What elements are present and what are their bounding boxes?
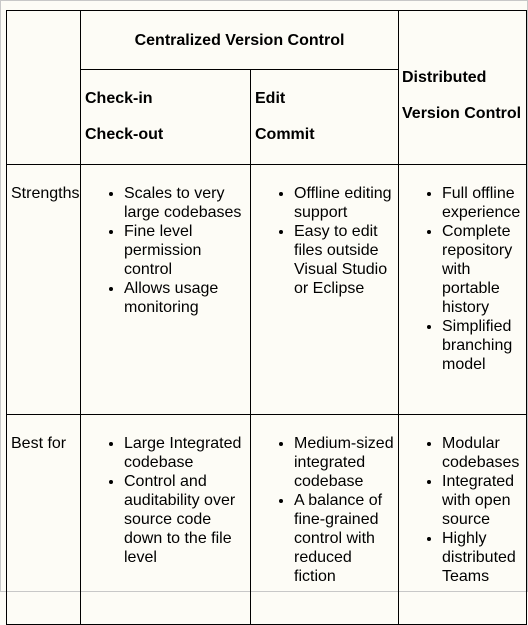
header-row-top bbox=[7, 11, 527, 70]
list-item: • Highly distributed Teams bbox=[442, 529, 526, 586]
best-for-checkin-list bbox=[81, 434, 250, 567]
strengths-distributed-list bbox=[399, 184, 526, 374]
corner-cell bbox=[7, 11, 81, 165]
header-edit bbox=[251, 70, 399, 165]
best-for-label: Best for bbox=[7, 415, 81, 625]
header-distributed bbox=[399, 11, 527, 165]
strengths-checkin-list bbox=[81, 184, 250, 317]
header-centralized bbox=[81, 11, 399, 70]
comparison-table bbox=[6, 10, 527, 625]
list-item: • Scales to very large codebases bbox=[124, 184, 250, 222]
header-centralized-label: Centralized Version Control bbox=[134, 31, 345, 49]
strengths-checkin-cell bbox=[81, 165, 251, 415]
list-item: • Easy to edit files outside Visual Studio or Eclipse bbox=[294, 222, 398, 298]
strengths-edit-cell bbox=[251, 165, 399, 415]
strengths-label: Strengths bbox=[7, 165, 81, 415]
list-item: • A balance of fine-grained control with reduced fiction bbox=[294, 491, 398, 586]
list-item: • Allows usage monitoring bbox=[124, 279, 250, 317]
list-item: • Fine level permission control bbox=[124, 222, 250, 279]
list-item: • Offline editing support bbox=[294, 184, 398, 222]
header-checkin bbox=[81, 70, 251, 165]
list-item: • Medium-sized integrated codebase bbox=[294, 434, 398, 491]
header-distributed-line1: Distributed bbox=[402, 69, 487, 86]
list-item: • Modular codebases bbox=[442, 434, 526, 472]
strengths-distributed-cell bbox=[399, 165, 527, 415]
best-for-row bbox=[7, 415, 527, 625]
best-for-distributed-cell bbox=[399, 415, 527, 625]
header-checkin-line2: Check-out bbox=[85, 126, 164, 143]
best-for-edit-cell bbox=[251, 415, 399, 625]
best-for-distributed-list bbox=[399, 434, 526, 586]
strengths-edit-list bbox=[251, 184, 398, 298]
header-edit-line1: Edit bbox=[255, 90, 286, 107]
list-item: • Full offline experience bbox=[442, 184, 526, 222]
header-edit-line2: Commit bbox=[255, 126, 315, 143]
strengths-row bbox=[7, 165, 527, 415]
list-item: • Integrated with open source bbox=[442, 472, 526, 529]
list-item: • Complete repository with portable history bbox=[442, 222, 526, 317]
best-for-edit-list bbox=[251, 434, 398, 586]
list-item: • Control and auditability over source code down to the file level bbox=[124, 472, 250, 567]
header-checkin-line1: Check-in bbox=[85, 90, 153, 107]
list-item: • Large Integrated codebase bbox=[124, 434, 250, 472]
header-distributed-line2: Version Control bbox=[402, 105, 522, 122]
best-for-checkin-cell bbox=[81, 415, 251, 625]
list-item: • Simplified branching model bbox=[442, 317, 526, 374]
